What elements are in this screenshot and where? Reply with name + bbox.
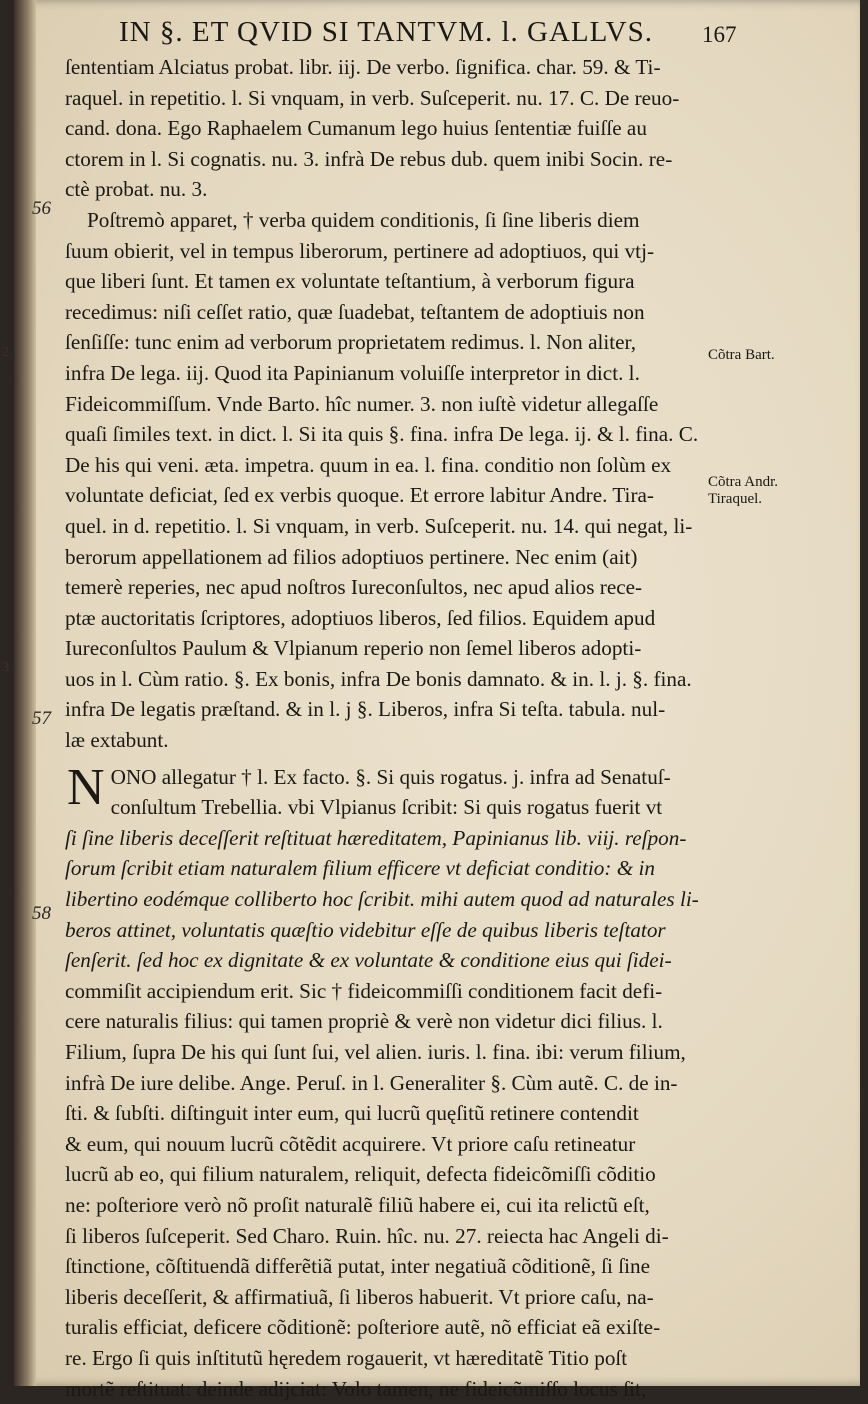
text-line: ſenſerit. ſed hoc ex dignitate & ex voluntate & conditione eius qui ſidei- [65,948,672,973]
text-line: Iureconſultos Paulum & Vlpianum reperio non ſemel liberos adopti- [65,636,642,661]
text-line: ctorem in l. Si cognatis. nu. 3. infrà De rebus dub. quem inibi Socin. re- [65,146,673,171]
text-line: ne: poſteriore verò nõ proſit naturalẽ filiũ habere ei, cui ita relictũ eſt, [65,1192,650,1217]
text-line: ſti. & ſubſti. diſtinguit inter eum, qui lucrũ quęſitũ retinere contendit [65,1101,639,1126]
text-line: Poſtremò apparet, † verba quidem conditionis, ſi ſine liberis diem [87,207,640,232]
margin-number: 58 [32,903,51,924]
text-line: quaſi ſimiles text. in dict. l. Si ita quis §. fina. infra De lega. ij. & l. fina. C. [65,422,699,447]
text-line: que liberi ſunt. Et tamen ex voluntate teſtantium, à verborum figura [65,269,635,294]
text-line: turalis efficiat, deficere cõditionẽ: poſteriore autẽ, nõ efficiat eã exiſte- [65,1315,661,1340]
margin-number: 56 [32,198,51,219]
text-line: beros attinet, voluntatis quæſtio videbitur eſſe de quibus liberis teſtator [65,917,666,942]
text-line: infra De lega. iij. Quod ita Papinianum voluiſſe interpretor in dict. l. [65,360,640,385]
text-line: conſultum Trebellia. vbi Vlpianus ſcribit: Si quis rogatus fuerit vt [110,795,663,820]
text-line: recedimus: niſi ceſſet ratio, quæ ſuadebat, teſtantem de adoptiuis non [65,299,645,324]
text-line: infra De legatis præſtand. & in l. j §. Liberos, infra Si teſta. tabula. nul- [65,697,666,722]
text-line: ſtinctione, cõſtituendã differẽtiã putat, inter negatiuã cõditionẽ, ſi ſine [65,1254,651,1279]
text-line: ſi liberos ſuſceperit. Sed Charo. Ruin. hîc. nu. 27. reiecta hac Angeli di- [65,1223,669,1248]
text-line: libertino eodémque colliberto hoc ſcribit. mihi autem quod ad naturales li- [65,887,699,912]
text-line: læ extabunt. [65,728,169,753]
text-line: ſorum ſcribit etiam naturalem filium efficere vt deficiat conditio: & in [65,856,656,881]
text-line: ſi ſine liberis deceſſerit reſtituat hæreditatem, Papinianus lib. viij. reſpon- [65,825,687,850]
text-line: ſententiam Alciatus probat. libr. iij. De verbo. ſignifica. char. 59. & Ti- [65,55,661,79]
running-title: IN §. ET QVID SI TANTVM. l. GALLVS. [119,16,654,48]
text-line: Fideicommiſſum. Vnde Barto. hîc numer. 3. non iuſtè videtur allegaſſe [65,391,659,416]
text-line: mortẽ reſtituat: deinde adijciat: Volo tamen, ne fideicõmiſſo locus ſit, [65,1376,647,1401]
text-line: infrà De iure delibe. Ange. Peruſ. in l. Generaliter §. Cùm autẽ. C. de in- [65,1070,678,1095]
margin-number: 57 [32,708,51,729]
text-line: Filium, ſupra De his qui ſunt ſui, vel alien. iuris. l. fina. ibi: verum filium, [65,1040,686,1064]
text-line: ſenſiſſe: tunc enim ad verborum proprietatem redimus. l. Non aliter, [65,330,637,355]
book-page [2,0,860,1401]
text-line: & eum, qui nouum lucrũ cõtẽdit acquirere. Vt priore caſu retineatur [65,1131,636,1156]
text-line: uos in l. Cùm ratio. §. Ex bonis, infra De bonis damnato. & in. l. j. §. fina. [65,666,692,691]
text-line: ONO allegatur † l. Ex facto. §. Si quis rogatus. j. infra ad Senatuſ- [110,764,671,789]
text-line: raquel. in repetitio. l. Si vnquam, in verb. Suſceperit. nu. 17. C. De reuo- [65,85,680,110]
text-line: quel. in d. repetitio. l. Si vnquam, in verb. Suſceperit. nu. 14. qui negat, li- [65,513,693,538]
edge-mark: 2 [2,345,9,360]
text-line: re. Ergo ſi quis inſtitutũ hęredem rogauerit, vt hæreditatẽ Titio poſt [65,1345,628,1370]
text-line: commiſit accipiendum erit. Sic † fideicommiſſi conditionem facit defi- [65,978,663,1003]
text-line: cand. dona. Ego Raphaelem Cumanum lego huius ſententiæ fuiſſe au [65,116,647,141]
edge-mark: 3 [2,660,9,675]
text-line: cere naturalis filius: qui tamen propriè & verè non videtur dici filius. l. [65,1009,663,1034]
page-number: 167 [702,22,737,47]
text-line: ctè probat. nu. 3. [65,177,208,202]
side-note: Cõtra Bart. [708,347,775,363]
text-line: lucrũ ab eo, qui filium naturalem, reliquit, defecta fideicõmiſſi cõditio [65,1162,656,1187]
main-text [65,52,725,1404]
text-line: ſuum obierit, vel in tempus liberorum, pertinere ad adoptiuos, qui vtj- [65,238,655,263]
text-line: voluntate deficiat, ſed ex verbis quoque. Et errore labitur Andre. Tira- [65,483,654,508]
text-line: De his qui veni. æta. impetra. quum in ea. l. fina. conditio non ſolùm ex [65,452,672,477]
text-line: liberis deceſſerit, & affirmatiuã, ſi liberos habuerit. Vt priore caſu, na- [65,1284,654,1309]
dropcap-paragraph [65,758,725,823]
text-line: berorum appellationem ad filios adoptiuos pertinere. Nec enim (ait) [65,544,638,569]
text-line: ptæ auctoritatis ſcriptores, adoptiuos liberos, ſed filios. Equidem apud [65,605,656,630]
side-note: Cõtra Andr. Tiraquel. [708,474,778,507]
dropcap-letter: N [67,758,105,816]
text-line: temerè reperies, nec apud noſtros Iureconſultos, nec apud alios rece- [65,575,643,600]
